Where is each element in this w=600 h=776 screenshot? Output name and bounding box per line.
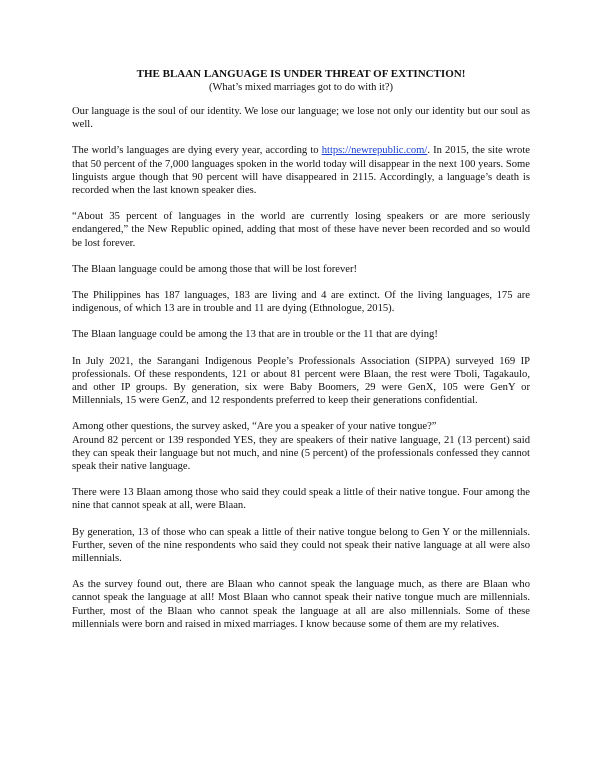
paragraph-survey-responses: Around 82 percent or 139 responded YES, they are speakers of their native language, 21 (13 percent) said they can speak their language but not much, and nine (5 percent) of the professionals confessed they cannot speak their native language. [72,434,530,473]
paragraph-identity: Our language is the soul of our identity. We lose our language; we lose not only our identity but our soul as well. [72,106,530,131]
paragraph-survey-question: Among other questions, the survey asked, “Are you a speaker of your native tongue?” [72,421,437,433]
paragraph-sippa-survey: In July 2021, the Sarangani Indigenous People’s Professionals Association (SIPPA) surveyed 169 IP professionals. Of these respondents, 121 or about 81 percent were Blaan, the rest were Tboli, Tagakaulo, and other IP groups. By generation, six were Baby Boomers, 29 were GenX, 105 were GenY or Millennials, 15 were GenZ, and 12 respondents preferred to keep their generations confidential. [72,355,530,407]
paragraph-text: The world’s languages are dying every year, according to [72,145,322,157]
newrepublic-link[interactable]: https://newrepublic.com/ [321,145,428,157]
paragraph-blaan-speakers: There were 13 Blaan among those who said they could speak a little of their native tongue. Four among the nine that cannot speak at all, were Blaan. [72,487,530,512]
paragraph-new-republic-quote: “About 35 percent of languages in the world are currently losing speakers or are more seriously endangered,” the New Republic opined, adding that most of these have never been recorded and so would be lost forever. [72,211,530,249]
paragraph-generation: By generation, 13 of those who can speak a little of their native tongue belong to Gen Y or the millennials. Further, seven of the nine respondents who said they could not speak their native language at all were also millennials. [72,526,530,565]
paragraph-trouble-or-dying: The Blaan language could be among the 13 that are in trouble or the 11 that are dying! [72,329,438,341]
paragraph-philippines-languages: The Philippines has 187 languages, 183 are living and 4 are extinct. Of the living languages, 175 are indigenous, of which 13 are in trouble and 11 are dying (Ethnologue, 2015). [72,290,530,315]
paragraph-text: . In 2015, the site wrote that 50 percent of the 7,000 languages spoken in the world today will disappear in the next 100 years. Some linguists argue though that 90 percent will have disappeared in 2115. Accordingly, a language’s death is recorded when the last known speaker dies. [72,145,530,197]
document-page [72,68,530,644]
paragraph-lost-forever: The Blaan language could be among those that will be lost forever! [72,263,358,275]
document-title: THE BLAAN LANGUAGE IS UNDER THREAT OF EXTINCTION! [136,68,466,80]
paragraph-mixed-marriages: As the survey found out, there are Blaan who cannot speak the language much, as there are Blaan who cannot speak the language at all! Most Blaan who cannot speak their native tongue much are millennials. Further, most of the Blaan who cannot speak the language at all are also millennials. Some of these millennials were born and raised in mixed marriages. I know because some of them are my relatives. [72,579,530,630]
paragraph-dying-languages [72,144,530,197]
document-subtitle: (What’s mixed marriages got to do with it?) [209,82,393,93]
